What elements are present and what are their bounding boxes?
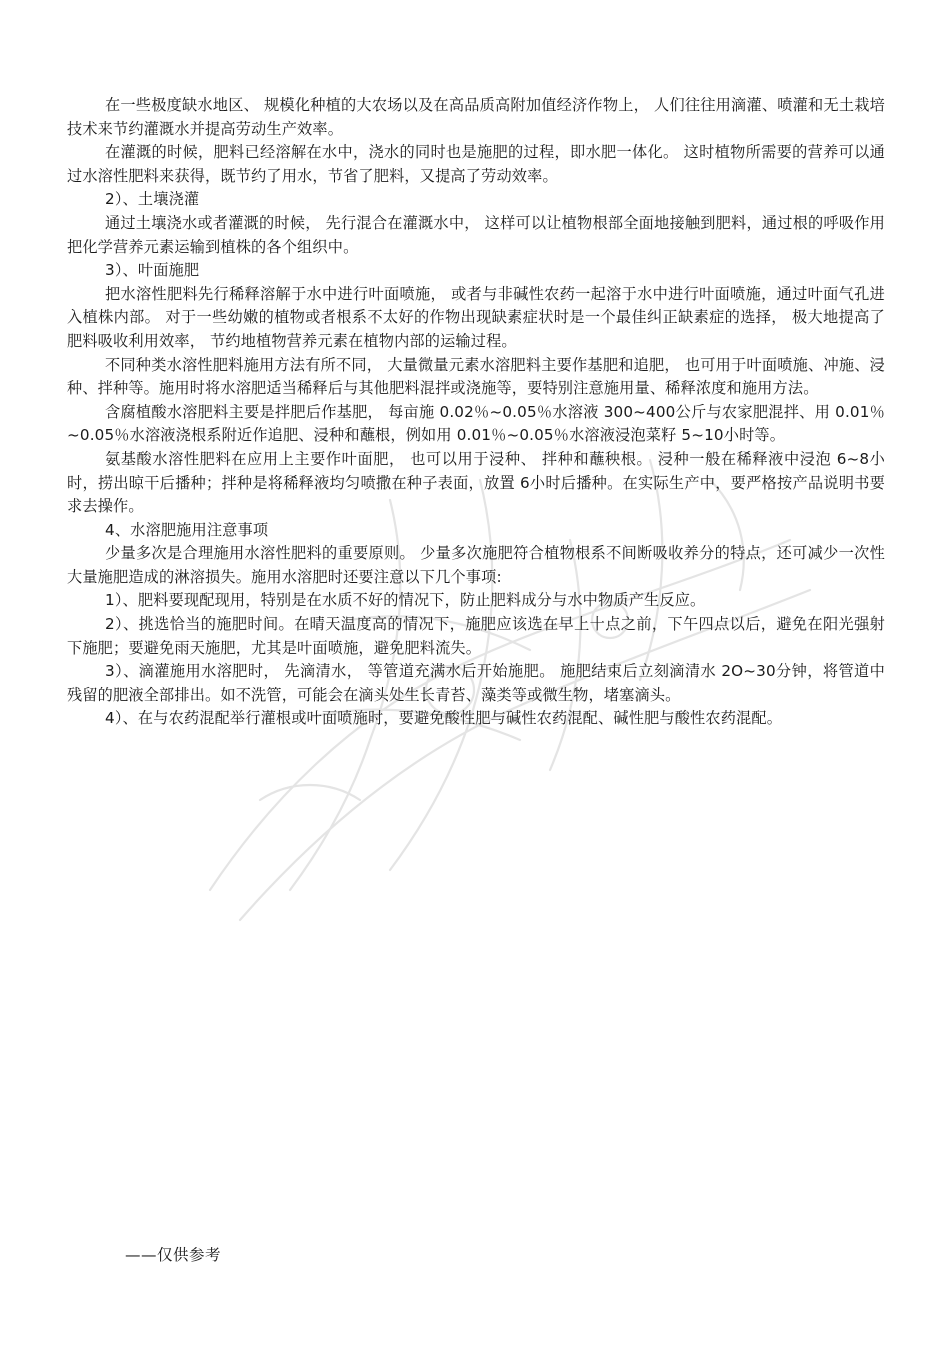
- paragraph: 氨基酸水溶性肥料在应用上主要作叶面肥， 也可以用于浸种、 拌种和蘸秧根。 浸种一般在稀释液中浸泡 6~8小时，捞出晾干后播种；拌种是将稀释液均匀喷撒在种子表面，放置 6小时后播种。在实际生产中，要严格按产品说明书要求去操作。: [67, 449, 885, 516]
- list-item: 3）、滴灌施用水溶肥时， 先滴清水， 等管道充满水后开始施肥。 施肥结束后立刻滴清水 2O~30分钟，将管道中残留的肥液全部排出。如不洗管，可能会在滴头处生长青苔、藻类等或微生物，堵塞滴头。: [67, 662, 885, 704]
- paragraph: 不同种类水溶性肥料施用方法有所不同， 大量微量元素水溶肥料主要作基肥和追肥， 也可用于叶面喷施、冲施、浸种、拌种等。施用时将水溶肥适当稀释后与其他肥料混拌或浇施等，要特别注意施用量、稀释浓度和施用方法。: [67, 355, 885, 398]
- paragraph: 在灌溉的时候，肥料已经溶解在水中，浇水的同时也是施肥的过程，即水肥一体化。 这时植物所需要的营养可以通过水溶性肥料来获得，既节约了用水，节省了肥料，又提高了劳动效率。: [67, 143, 885, 185]
- section-heading: 3）、叶面施肥: [105, 261, 200, 280]
- paragraph: 在一些极度缺水地区、 规模化种植的大农场以及在高品质高附加值经济作物上， 人们往往用滴灌、喷灌和无土栽培技术来节约灌溉水并提高劳动生产效率。: [67, 96, 885, 138]
- paragraph: 把水溶性肥料先行稀释溶解于水中进行叶面喷施， 或者与非碱性农药一起溶于水中进行叶面喷施，通过叶面气孔进入植株内部。 对于一些幼嫩的植物或者根系不太好的作物出现缺素症状时是一个最佳纠正缺素症的选择， 极大地提高了肥料吸收利用效率， 节约地植物营养元素在植物内部的运输过程。: [67, 284, 885, 350]
- section-heading: 4、水溶肥施用注意事项: [105, 520, 269, 539]
- list-item: 1）、肥料要现配现用，特别是在水质不好的情况下，防止肥料成分与水中物质产生反应。: [105, 591, 706, 610]
- list-item: 2）、挑选恰当的施肥时间。在晴天温度高的情况下，施肥应该选在早上十点之前，下午四点以后，避免在阳光强射下施肥；要避免雨天施肥，尤其是叶面喷施，避免肥料流失。: [67, 615, 885, 657]
- footer-note: ——仅供参考: [125, 1246, 222, 1264]
- paragraph: 通过土壤浇水或者灌溉的时候， 先行混合在灌溉水中， 这样可以让植物根部全面地接触到肥料，通过根的呼吸作用把化学营养元素运输到植株的各个组织中。: [67, 213, 885, 256]
- paragraph: 含腐植酸水溶肥料主要是拌肥后作基肥， 每亩施 0.02％~0.05％水溶液 300~400公斤与农家肥混拌、用 0.01％~0.05％水溶液浇根系附近作追肥、浸种和蘸根，例如用 0.01％~0.05％水溶液浸泡菜籽 5~10小时等。: [67, 402, 885, 445]
- section-heading: 2）、土壤浇灌: [105, 190, 200, 209]
- list-item: 4）、在与农药混配举行灌根或叶面喷施时，要避免酸性肥与碱性农药混配、碱性肥与酸性农药混配。: [105, 709, 783, 728]
- document-body: [67, 94, 885, 731]
- paragraph: 少量多次是合理施用水溶性肥料的重要原则。 少量多次施肥符合植物根系不间断吸收养分的特点，还可减少一次性大量施肥造成的淋溶损失。施用水溶肥时还要注意以下几个事项:: [67, 544, 885, 586]
